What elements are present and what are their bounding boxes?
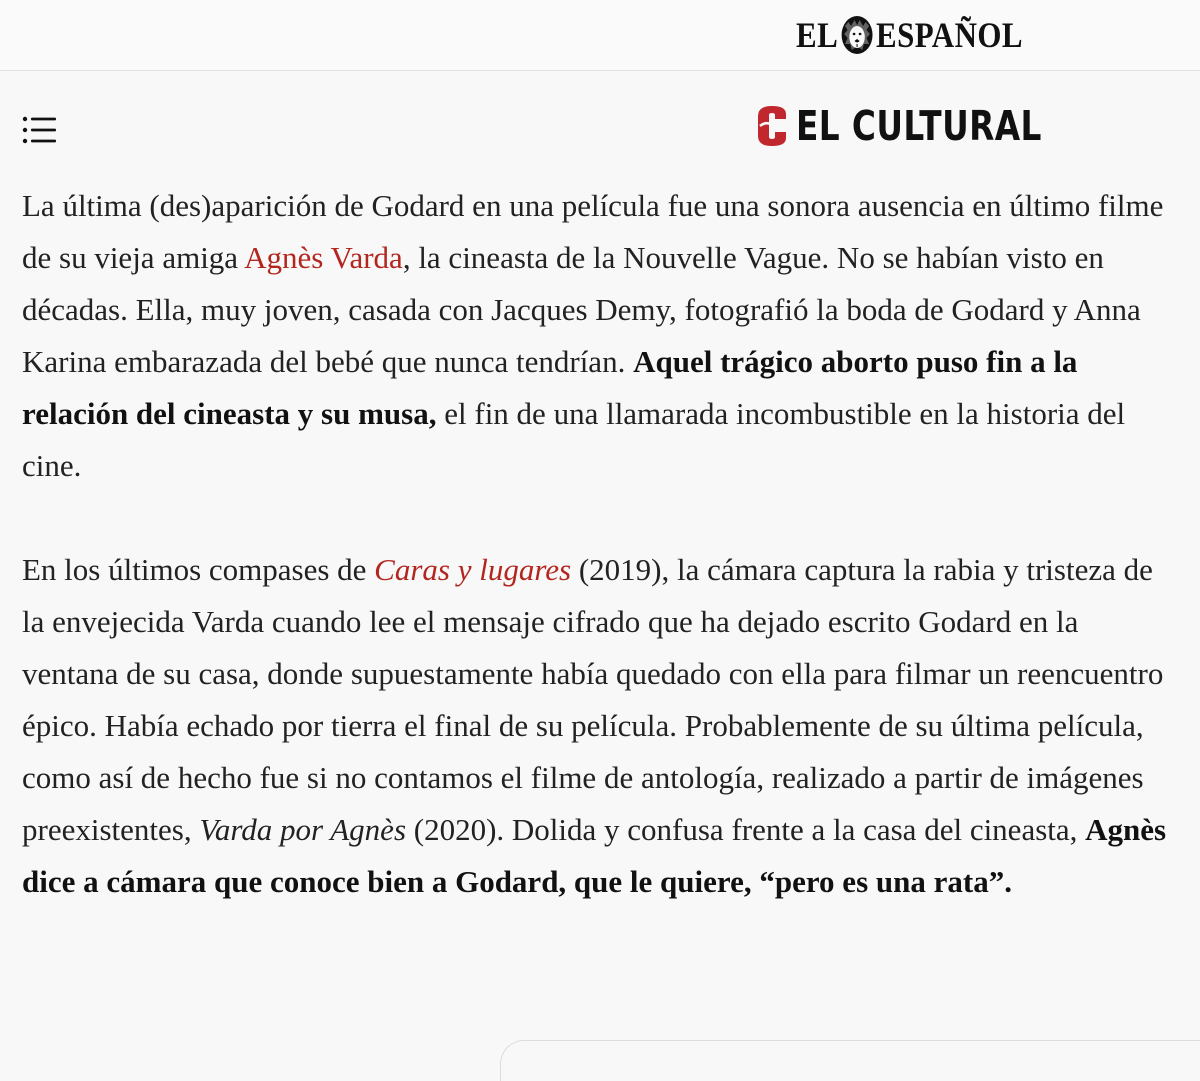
caras-y-lugares-link[interactable]: Caras y lugares (374, 552, 572, 587)
hamburger-menu-icon[interactable] (22, 115, 58, 145)
paragraph-2-text-2: (2019), la cámara captura la rabia y tristeza de la envejecida Varda cuando lee el mensaje cifrado que ha dejado escrito Godard en la ventana de su casa, donde supuestamente había quedado con ella para filmar un reencuentro épico. Había echado por tierra el final de su película. Probablemente de su última película, como así de hecho fue si no contamos el filme de antología, realizado a partir de imágenes preexistentes, (22, 552, 1164, 847)
brand-top-part1: EL (796, 15, 839, 55)
el-cultural-c-logo-icon (756, 104, 788, 148)
paragraph-2-bold-highlight: Agnès dice a cámara que conoce bien a Godard, que le quiere, “pero es una rata”. (22, 812, 1167, 899)
paragraph-1-bold-highlight: Aquel trágico aborto puso fin a la relación del cineasta y su musa, (22, 344, 1078, 431)
el-cultural-logo[interactable] (756, 103, 1103, 149)
paragraph-1-text-1: La última (des)aparición de Godard en una película fue una sonora ausencia en último filme de su vieja amiga (22, 188, 1164, 275)
paragraph-2-text-1: En los últimos compases de (22, 552, 375, 587)
lion-icon (840, 14, 874, 56)
article-paragraph-2 (22, 544, 1182, 908)
brand-top-part2: ESPAÑOL (876, 15, 1023, 55)
article-paragraph-1 (22, 180, 1182, 492)
top-brand-bar (0, 0, 1200, 71)
paragraph-2-text-3: (2020). Dolida y confusa frente a la casa del cineasta, (406, 812, 1086, 847)
section-nav-bar (0, 71, 1200, 179)
agnes-varda-link[interactable]: Agnès Varda (244, 240, 403, 275)
article-body (22, 180, 1182, 908)
varda-por-agnes-title: Varda por Agnès (199, 812, 407, 847)
paragraph-1-text-3: el fin de una llamarada incombustible en la historia del cine. (22, 396, 1126, 483)
paragraph-1-text-2: , la cineasta de la Nouvelle Vague. No se habían visto en décadas. Ella, muy joven, casada con Jacques Demy, fotografió la boda de Godard y Anna Karina embarazada del bebé que nunca tendrían. (22, 240, 1141, 379)
el-cultural-wordmark: EL CULTURAL (796, 102, 1042, 150)
el-espanol-logo[interactable] (796, 12, 1023, 58)
